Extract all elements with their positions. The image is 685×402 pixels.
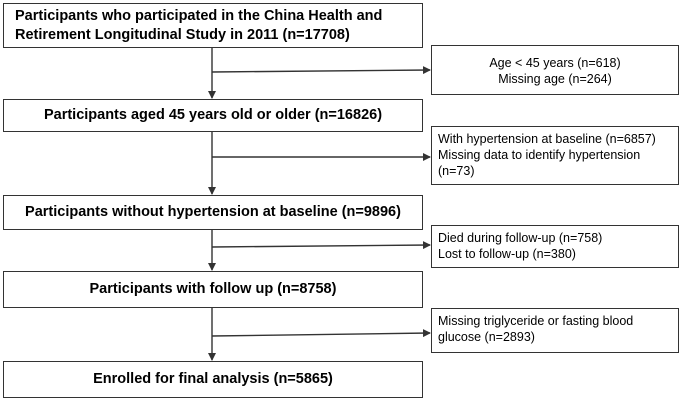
arrow-box3-exclusion [212,245,430,247]
main-box-with-follow-up-text: Participants with follow up (n=8758) [89,281,337,297]
exclusion-follow-up-line2: Lost to follow-up (n=380) [438,247,576,261]
main-box-initial-participants [3,3,423,48]
main-box-final-analysis [3,361,423,398]
main-box-with-follow-up [3,271,423,308]
exclusion-hypertension-line2: Missing data to identify hypertension [438,148,641,162]
exclusion-missing-lab-line1: Missing triglyceride or fasting blood [438,314,634,328]
exclusion-missing-lab-line2: glucose (n=2893) [438,330,535,344]
exclusion-hypertension-line3: (n=73) [438,164,475,178]
arrow-box4-exclusion [212,333,430,336]
main-box-initial-line1: Participants who participated in the China Health and [15,8,383,24]
exclusion-hypertension-line1: With hypertension at baseline (n=6857) [438,132,656,146]
exclusion-box-follow-up-loss [431,225,679,268]
exclusion-box-hypertension [431,126,679,185]
exclusion-age-line1: Age < 45 years (n=618) [489,56,621,70]
exclusion-box-age [431,45,679,95]
arrow-box1-exclusion [212,70,430,72]
main-box-aged-45-plus-text: Participants aged 45 years old or older (n=16826) [43,107,383,123]
main-box-without-hypertension-text: Participants without hypertension at baseline (n=9896) [25,204,401,220]
exclusion-follow-up-line1: Died during follow-up (n=758) [438,231,603,245]
main-box-initial-line2: Retirement Longitudinal Study in 2011 (n=17708) [15,27,350,43]
main-box-without-hypertension [3,195,423,230]
exclusion-box-missing-lab [431,308,679,353]
main-box-final-analysis-text: Enrolled for final analysis (n=5865) [93,371,333,387]
main-box-aged-45-plus [3,99,423,132]
exclusion-age-line2: Missing age (n=264) [498,72,612,86]
